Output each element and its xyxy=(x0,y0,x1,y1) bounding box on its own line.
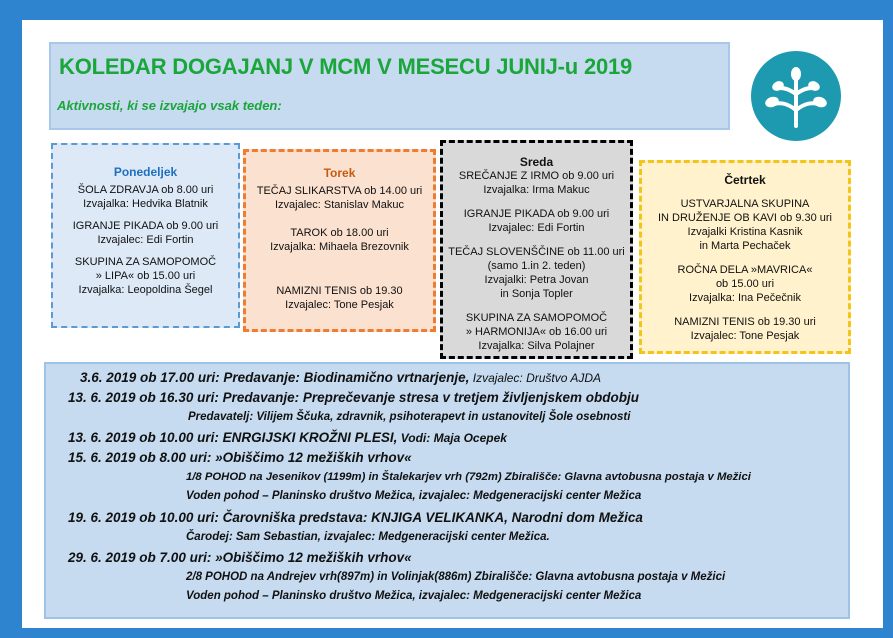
day-box-tuesday xyxy=(243,149,436,332)
tree-sprout-icon xyxy=(748,48,844,144)
activity-line: TEČAJ SLOVENŠČINE ob 11.00 uri xyxy=(448,246,625,258)
activity-line: Izvajalka: Leopoldina Šegel xyxy=(78,284,213,296)
event-detail: 1/8 POHOD na Jesenikov (1199m) in Štalekarjev vrh (792m) Zbirališče: Glavna avtobusna postaja v Mežici xyxy=(186,471,751,483)
activity-line: USTVARJALNA SKUPINA xyxy=(680,198,810,210)
activity-line: Izvajalka: Mihaela Brezovnik xyxy=(270,241,409,253)
logo xyxy=(743,44,848,148)
activity-line: Izvajalka: Silva Polajner xyxy=(478,340,595,352)
events-box xyxy=(44,362,850,619)
activity-line: SKUPINA ZA SAMOPOMOČ xyxy=(465,312,608,324)
activity-line: NAMIZNI TENIS ob 19.30 uri xyxy=(674,316,816,328)
event-detail: 2/8 POHOD na Andrejev vrh(897m) in Volinjak(886m) Zbirališče: Glavna avtobusna postaja v Mežici xyxy=(186,571,726,583)
event-detail: Predavatelj: Vilijem Ščuka, zdravnik, psihoterapevt in ustanovitelj Šole osebnosti xyxy=(188,411,631,423)
activity xyxy=(53,255,238,297)
activity-line: Izvajalec: Edi Fortin xyxy=(97,234,194,246)
day-box-thursday xyxy=(639,160,851,354)
day-box-wednesday xyxy=(440,140,633,359)
day-name: Četrtek xyxy=(724,173,766,187)
activity-line: Izvajalec: Edi Fortin xyxy=(488,222,585,234)
activity-line: IGRANJE PIKADA ob 9.00 uri xyxy=(463,208,610,220)
activity-line: ob 15.00 uri xyxy=(715,278,775,290)
day-name: Torek xyxy=(323,166,356,180)
activity xyxy=(642,263,848,305)
activity xyxy=(246,226,433,254)
activity xyxy=(53,219,238,247)
activity-line: » LIPA« ob 15.00 uri xyxy=(95,270,196,282)
activity-line: Izvajalec: Tone Pesjak xyxy=(690,330,800,342)
page-subtitle: Aktivnosti, ki se izvajajo vsak teden: xyxy=(57,98,282,113)
activity xyxy=(246,184,433,212)
activity-line: ŠOLA ZDRAVJA ob 8.00 uri xyxy=(77,184,214,196)
activity xyxy=(642,315,848,343)
activity xyxy=(443,169,630,197)
activity xyxy=(443,311,630,353)
page-title: KOLEDAR DOGAJANJ V MCM V MESECU JUNIJ-u 2019 xyxy=(59,54,633,79)
activity-line: IGRANJE PIKADA ob 9.00 uri xyxy=(72,220,219,232)
activity-line: ROČNA DELA »MAVRICA« xyxy=(677,264,813,276)
activity-line: SREČANJE Z IRMO ob 9.00 uri xyxy=(458,170,615,182)
event-heading: 15. 6. 2019 ob 8.00 uri: »Obiščimo 12 mežiških vrhov« xyxy=(68,450,412,465)
title-box xyxy=(49,42,730,130)
activity xyxy=(53,183,238,211)
event-heading xyxy=(80,370,601,385)
event-heading: 19. 6. 2019 ob 10.00 uri: Čarovniška predstava: KNJIGA VELIKANKA, Narodni dom Mežica xyxy=(68,510,643,525)
activity-line: IN DRUŽENJE OB KAVI ob 9.30 uri xyxy=(657,212,833,224)
event-date: 3.6. 2019 ob 17.00 uri: Predavanje: Biodinamično vrtnarjenje, xyxy=(80,370,470,385)
activity xyxy=(642,197,848,253)
day-name: Sreda xyxy=(519,155,554,169)
activity-line: in Marta Pechaček xyxy=(699,240,791,252)
event-date: 13. 6. 2019 ob 10.00 uri: ENRGIJSKI KROŽNI PLESI, xyxy=(68,430,398,445)
day-box-monday xyxy=(51,143,240,328)
activity-line: NAMIZNI TENIS ob 19.30 xyxy=(276,285,403,297)
event-extra: Izvajalec: Društvo AJDA xyxy=(469,371,602,385)
event-extra: Vodi: Maja Ocepek xyxy=(397,431,507,445)
event-detail: Voden pohod – Planinsko društvo Mežica, izvajalec: Medgeneracijski center Mežica xyxy=(186,490,642,502)
activity-line: Izvajalka: Hedvika Blatnik xyxy=(83,198,208,210)
activity-line: TEČAJ SLIKARSTVA ob 14.00 uri xyxy=(256,185,423,197)
event-detail: Voden pohod – Planinsko društvo Mežica, izvajalec: Medgeneracijski center Mežica xyxy=(186,590,642,602)
event-heading xyxy=(68,430,507,445)
activity-line: TAROK ob 18.00 uri xyxy=(290,227,389,239)
activity-line: Izvajalki: Petra Jovan xyxy=(484,274,589,286)
activity-line: Izvajalka: Ina Pečečnik xyxy=(689,292,801,304)
event-heading: 13. 6. 2019 ob 16.30 uri: Predavanje: Preprečevanje stresa v tretjem življenjskem obdobju xyxy=(68,390,640,405)
activity-line: SKUPINA ZA SAMOPOMOČ xyxy=(74,256,217,268)
activity xyxy=(443,207,630,235)
activity xyxy=(246,284,433,312)
event-detail: Čarodej: Sam Sebastian, izvajalec: Medgeneracijski center Mežica. xyxy=(186,531,550,543)
day-name: Ponedeljek xyxy=(113,165,178,179)
activity-line: » HARMONIJA« ob 16.00 uri xyxy=(465,326,608,338)
activity-line: Izvajalka: Irma Makuc xyxy=(483,184,590,196)
activity-line: Izvajalec: Stanislav Makuc xyxy=(275,199,404,211)
activity xyxy=(443,245,630,301)
activity-line: (samo 1.in 2. teden) xyxy=(487,260,586,272)
event-heading: 29. 6. 2019 ob 7.00 uri: »Obiščimo 12 mežiških vrhov« xyxy=(68,550,412,565)
activity-line: in Sonja Topler xyxy=(500,288,573,300)
activity-line: Izvajalki Kristina Kasnik xyxy=(687,226,803,238)
activity-line: Izvajalec: Tone Pesjak xyxy=(285,299,394,311)
